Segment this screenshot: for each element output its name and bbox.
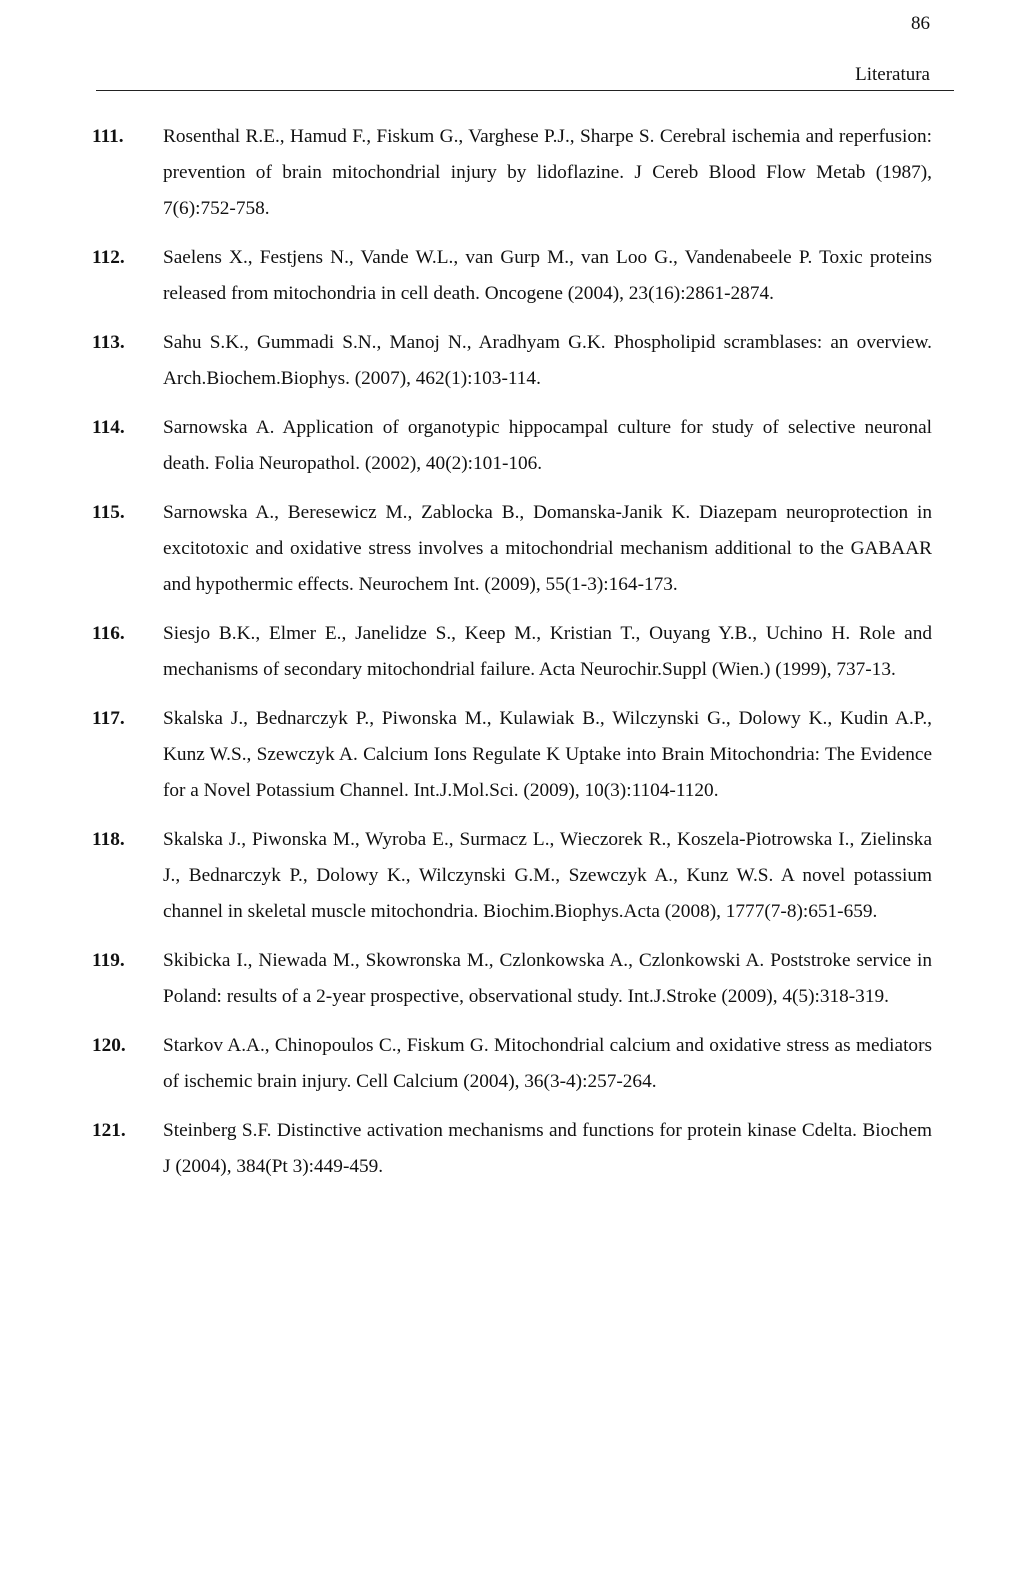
reference-number: 114. [92,417,125,438]
reference-number: 116. [92,623,125,644]
reference-item [92,943,932,1015]
reference-text: Steinberg S.F. Distinctive activation mechanisms and functions for protein kinase Cdelta. Biochem J (2004), 384(Pt 3):449-459. [163,1120,932,1177]
reference-number: 111. [92,126,124,147]
reference-text: Siesjo B.K., Elmer E., Janelidze S., Keep M., Kristian T., Ouyang Y.B., Uchino H. Role and mechanisms of secondary mitochondrial failure. Acta Neurochir.Suppl (Wien.) (1999), 737-13. [163,623,932,680]
reference-number: 113. [92,332,125,353]
reference-number: 120. [92,1035,126,1056]
reference-text: Skalska J., Piwonska M., Wyroba E., Surmacz L., Wieczorek R., Koszela-Piotrowska I., Zielinska J., Bednarczyk P., Dolowy K., Wilczynski G.M., Szewczyk A., Kunz W.S. A novel potassium channel in skeletal muscle mitochondria. Biochim.Biophys.Acta (2008), 1777(7-8):651-659. [163,829,932,922]
reference-item [92,410,932,482]
reference-text: Starkov A.A., Chinopoulos C., Fiskum G. Mitochondrial calcium and oxidative stress as mediators of ischemic brain injury. Cell Calcium (2004), 36(3-4):257-264. [163,1035,932,1092]
reference-item [92,495,932,603]
reference-item [92,240,932,312]
page-number: 86 [911,13,930,34]
reference-text: Saelens X., Festjens N., Vande W.L., van Gurp M., van Loo G., Vandenabeele P. Toxic proteins released from mitochondria in cell death. Oncogene (2004), 23(16):2861-2874. [163,247,932,304]
reference-text: Sarnowska A. Application of organotypic hippocampal culture for study of selective neuronal death. Folia Neuropathol. (2002), 40(2):101-106. [163,417,932,474]
reference-number: 117. [92,708,125,729]
reference-item [92,119,932,227]
reference-number: 115. [92,502,125,523]
reference-item [92,1028,932,1100]
reference-text: Skalska J., Bednarczyk P., Piwonska M., Kulawiak B., Wilczynski G., Dolowy K., Kudin A.P., Kunz W.S., Szewczyk A. Calcium Ions Regulate K Uptake into Brain Mitochondria: The Evidence for a Novel Potassium Channel. Int.J.Mol.Sci. (2009), 10(3):1104-1120. [163,708,932,801]
running-title: Literatura [855,64,930,85]
reference-number: 112. [92,247,125,268]
reference-item [92,325,932,397]
reference-list [92,119,932,1198]
reference-text: Skibicka I., Niewada M., Skowronska M., Czlonkowska A., Czlonkowski A. Poststroke service in Poland: results of a 2-year prospective, observational study. Int.J.Stroke (2009), 4(5):318-319. [163,950,932,1007]
reference-text: Rosenthal R.E., Hamud F., Fiskum G., Varghese P.J., Sharpe S. Cerebral ischemia and reperfusion: prevention of brain mitochondrial injury by lidoflazine. J Cereb Blood Flow Metab (1987), 7(6):752-758. [163,126,932,219]
reference-text: Sarnowska A., Beresewicz M., Zablocka B., Domanska-Janik K. Diazepam neuroprotection in excitotoxic and oxidative stress involves a mitochondrial mechanism additional to the GABAAR and hypothermic effects. Neurochem Int. (2009), 55(1-3):164-173. [163,502,932,595]
reference-item [92,1113,932,1185]
reference-number: 121. [92,1120,126,1141]
page-header [96,10,954,91]
reference-number: 119. [92,950,125,971]
reference-text: Sahu S.K., Gummadi S.N., Manoj N., Aradhyam G.K. Phospholipid scramblases: an overview. Arch.Biochem.Biophys. (2007), 462(1):103-114. [163,332,932,389]
reference-item [92,616,932,688]
reference-number: 118. [92,829,125,850]
reference-item [92,822,932,930]
reference-item [92,701,932,809]
